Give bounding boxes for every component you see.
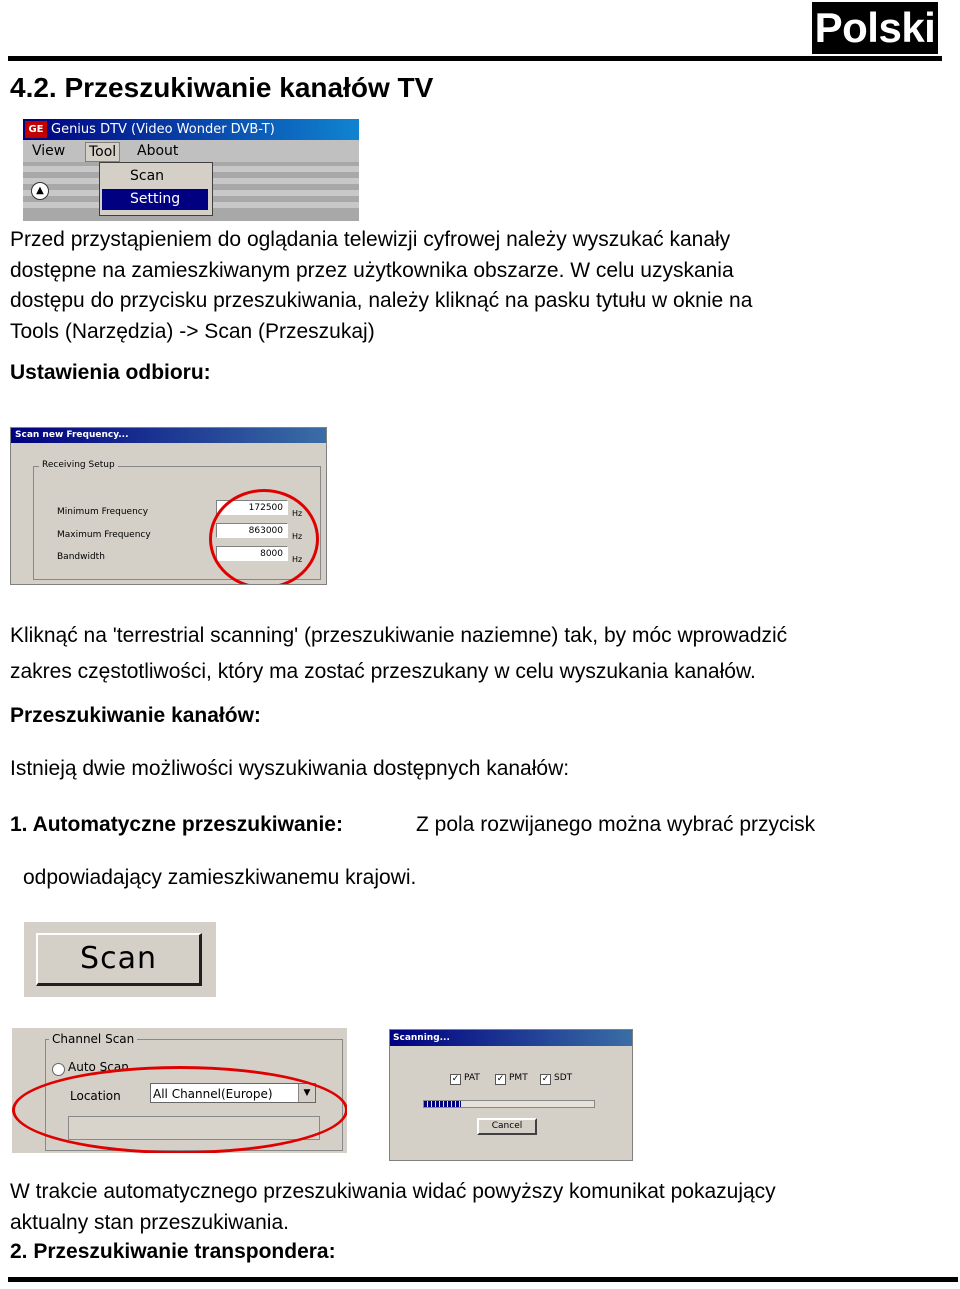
- transponder-heading: 2. Przeszukiwanie transpondera:: [10, 1240, 336, 1263]
- bandwidth-label: Bandwidth: [57, 552, 105, 562]
- reception-heading: Ustawienia odbioru:: [10, 361, 211, 384]
- sdt-checkbox[interactable]: ✓: [541, 1074, 550, 1084]
- highlight-circle: [12, 1066, 347, 1153]
- max-frequency-label: Maximum Frequency: [57, 530, 151, 540]
- min-frequency-label: Minimum Frequency: [57, 507, 149, 517]
- channel-scan-label: Channel Scan: [49, 1032, 137, 1046]
- tool-dropdown: [99, 162, 213, 216]
- status-line: W trakcie automatycznego przeszukiwania widać powyższy komunikat pokazujący: [10, 1180, 776, 1203]
- location-value: All Channel(Europe): [153, 1087, 273, 1101]
- dialog-title: Scan new Frequency...: [11, 428, 326, 443]
- intro-line: Tools (Narzędzia) -> Scan (Przeszukaj): [10, 319, 375, 343]
- auto-scan-radio[interactable]: [52, 1063, 65, 1076]
- status-line: aktualny stan przeszukiwania.: [10, 1210, 289, 1234]
- channel-scan-screenshot: [12, 1028, 347, 1153]
- cancel-button[interactable]: Cancel: [477, 1118, 537, 1135]
- terrestrial-line: Kliknąć na 'terrestrial scanning' (przeszukiwanie naziemne) tak, by móc wprowadzić: [10, 624, 788, 647]
- section-title: 4.2. Przeszukiwanie kanałów TV: [10, 72, 434, 103]
- menu-screenshot: [23, 119, 359, 221]
- scan-progress-fill: [424, 1101, 461, 1107]
- min-frequency-input[interactable]: 172500: [216, 500, 288, 515]
- auto-search-desc-2: odpowiadający zamieszkiwanemu krajowi.: [23, 866, 417, 889]
- scan-progress-bar: [423, 1100, 595, 1108]
- max-frequency-input[interactable]: 863000: [216, 523, 288, 538]
- dropdown-setting[interactable]: Setting: [102, 189, 208, 210]
- intro-paragraph: [10, 225, 940, 347]
- unit-label: Hz: [292, 509, 303, 518]
- pat-label: PAT: [464, 1073, 480, 1083]
- location-label: Location: [70, 1089, 121, 1103]
- unit-label: Hz: [292, 555, 303, 564]
- scan-button[interactable]: Scan: [36, 933, 202, 986]
- bandwidth-input[interactable]: 8000: [216, 546, 288, 561]
- channel-search-heading: Przeszukiwanie kanałów:: [10, 704, 261, 727]
- unit-label: Hz: [292, 532, 303, 541]
- menu-bar: [23, 140, 359, 162]
- dropdown-scan[interactable]: Scan: [130, 168, 165, 184]
- language-badge: Polski: [812, 2, 938, 54]
- chevron-down-icon[interactable]: ▼: [298, 1084, 315, 1102]
- terrestrial-line: zakres częstotliwości, który ma zostać przeszukany w celu wyszukania kanałów.: [10, 660, 756, 683]
- intro-line: Przed przystąpieniem do oglądania telewizji cyfrowej należy wyszukać kanały: [10, 228, 731, 251]
- pmt-checkbox[interactable]: ✓: [496, 1074, 505, 1084]
- footer-rule: [8, 1277, 958, 1282]
- window-title: Genius DTV (Video Wonder DVB-T): [51, 122, 275, 137]
- highlight-circle: [209, 489, 319, 585]
- pmt-label: PMT: [509, 1073, 528, 1083]
- intro-line: dostępne na zamieszkiwanym przez użytkownika obszarze. W celu uzyskania: [10, 258, 734, 282]
- menu-view[interactable]: View: [32, 143, 66, 159]
- scanning-title: Scanning...: [390, 1030, 632, 1046]
- two-options-text: Istnieją dwie możliwości wyszukiwania dostępnych kanałów:: [10, 757, 570, 780]
- app-logo: GE: [25, 121, 47, 138]
- auto-search-desc: Z pola rozwijanego można wybrać przycisk: [416, 813, 816, 836]
- menu-tool[interactable]: Tool: [85, 142, 120, 162]
- scanning-dialog: [389, 1029, 633, 1161]
- window-titlebar: [23, 119, 359, 140]
- header-rule: [8, 56, 942, 61]
- frequency-dialog: [10, 427, 327, 585]
- status-paragraph: [10, 1177, 940, 1238]
- intro-line: dostępu do przycisku przeszukiwania, należy kliknąć na pasku tytułu w oknie na: [10, 289, 753, 312]
- sdt-label: SDT: [554, 1073, 573, 1083]
- menu-about[interactable]: About: [137, 143, 179, 159]
- collapse-icon[interactable]: ▲: [31, 182, 49, 200]
- auto-scan-label: Auto Scan: [68, 1060, 129, 1074]
- pat-checkbox[interactable]: ✓: [451, 1074, 460, 1084]
- scan-button-screenshot: [24, 922, 216, 997]
- group-label: Receiving Setup: [39, 460, 118, 470]
- auto-search-label: 1. Automatyczne przeszukiwanie:: [10, 813, 343, 836]
